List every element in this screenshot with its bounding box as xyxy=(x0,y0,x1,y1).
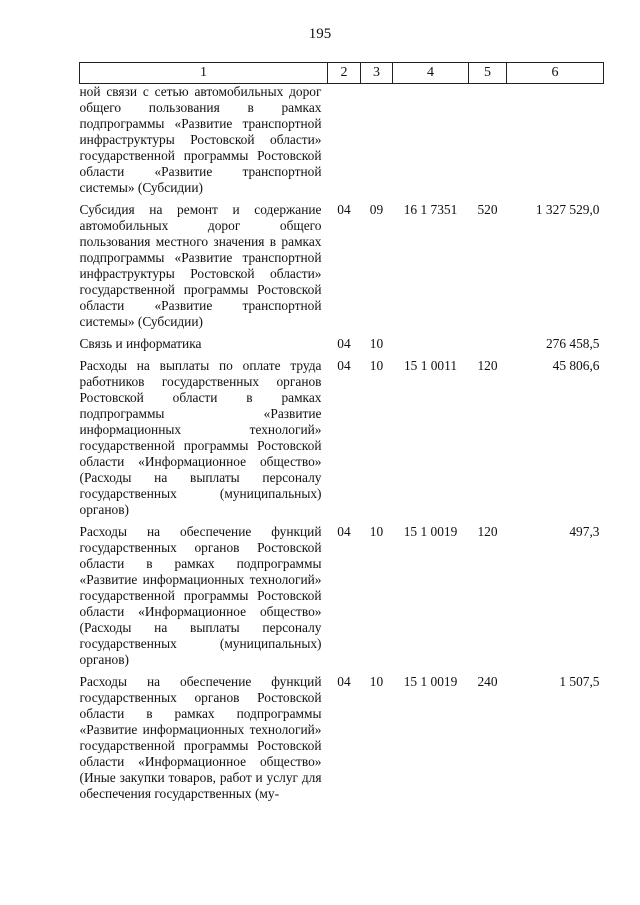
row-subsection: 10 xyxy=(369,358,384,373)
table-row xyxy=(80,668,604,802)
budget-table xyxy=(79,62,604,802)
row-expense-type xyxy=(469,330,507,352)
row-subsection: 10 xyxy=(369,674,384,689)
row-section: 04 xyxy=(337,358,351,373)
row-section: 04 xyxy=(337,202,351,217)
page-number: 195 xyxy=(308,26,332,42)
column-header: 5 xyxy=(469,63,507,84)
row-target-code xyxy=(393,330,469,352)
row-expense-type: 120 xyxy=(477,524,498,539)
table-row xyxy=(80,330,604,352)
row-description: Связь и информатика xyxy=(79,336,202,351)
row-expense-type: 240 xyxy=(477,674,498,689)
row-target-code xyxy=(393,84,469,197)
table-row xyxy=(80,84,604,197)
column-header: 2 xyxy=(328,63,361,84)
row-amount: 497,3 xyxy=(569,524,600,539)
row-subsection: 10 xyxy=(369,336,384,351)
row-amount xyxy=(507,84,604,197)
row-description: Субсидия на ремонт и содержание автомобильных дорог общего пользования местного значения в рамках подпрограммы «Развитие транспортной инфраструктуры Ростовской области» государственной программы Ростовской области «Развитие транспортной системы» (Субсидии) xyxy=(79,202,322,329)
row-subsection: 09 xyxy=(369,202,384,217)
column-header: 4 xyxy=(393,63,469,84)
column-header: 1 xyxy=(80,63,328,84)
row-target-code: 15 1 0019 xyxy=(403,674,458,689)
table-row xyxy=(80,196,604,330)
row-target-code: 16 1 7351 xyxy=(403,202,458,217)
table-header-row xyxy=(80,63,604,84)
row-section: 04 xyxy=(337,524,351,539)
row-amount: 45 806,6 xyxy=(552,358,600,373)
row-description: Расходы на выплаты по оплате труда работников государственных органов Ростовской области в рамках подпрограммы «Развитие информационных технологий» государственной программы Ростовской области «Информационное общество» (Расходы на выплаты персоналу государственных (муниципальных) органов) xyxy=(79,358,322,517)
row-expense-type: 520 xyxy=(477,202,498,217)
column-header: 3 xyxy=(361,63,393,84)
row-description: Расходы на обеспечение функций государственных органов Ростовской области в рамках подпрограммы «Развитие информационных технологий» государственной программы Ростовской области «Информационное общество» (Иные закупки товаров, работ и услуг для обеспечения государственных (му- xyxy=(79,674,322,801)
row-amount: 276 458,5 xyxy=(545,336,600,351)
row-section xyxy=(328,84,361,197)
row-expense-type: 120 xyxy=(477,358,498,373)
row-subsection xyxy=(361,84,393,197)
column-header: 6 xyxy=(507,63,604,84)
row-section: 04 xyxy=(337,336,351,351)
row-description: Расходы на обеспечение функций государственных органов Ростовской области в рамках подпрограммы «Развитие информационных технологий» государственной программы Ростовской области «Информационное общество» (Расходы на выплаты персоналу государственных (муниципальных) органов) xyxy=(79,524,322,667)
row-target-code: 15 1 0019 xyxy=(403,524,458,539)
table-row xyxy=(80,352,604,518)
row-section: 04 xyxy=(337,674,351,689)
row-expense-type xyxy=(469,84,507,197)
row-description: ной связи с сетью автомобильных дорог общего пользования в рамках подпрограммы «Развитие транспортной инфраструктуры Ростовской области» государственной программы Ростовской области «Развитие транспортной системы» (Субсидии) xyxy=(79,84,322,195)
row-amount: 1 507,5 xyxy=(559,674,600,689)
row-subsection: 10 xyxy=(369,524,384,539)
row-target-code: 15 1 0011 xyxy=(403,358,458,373)
table-row xyxy=(80,518,604,668)
row-amount: 1 327 529,0 xyxy=(535,202,600,217)
